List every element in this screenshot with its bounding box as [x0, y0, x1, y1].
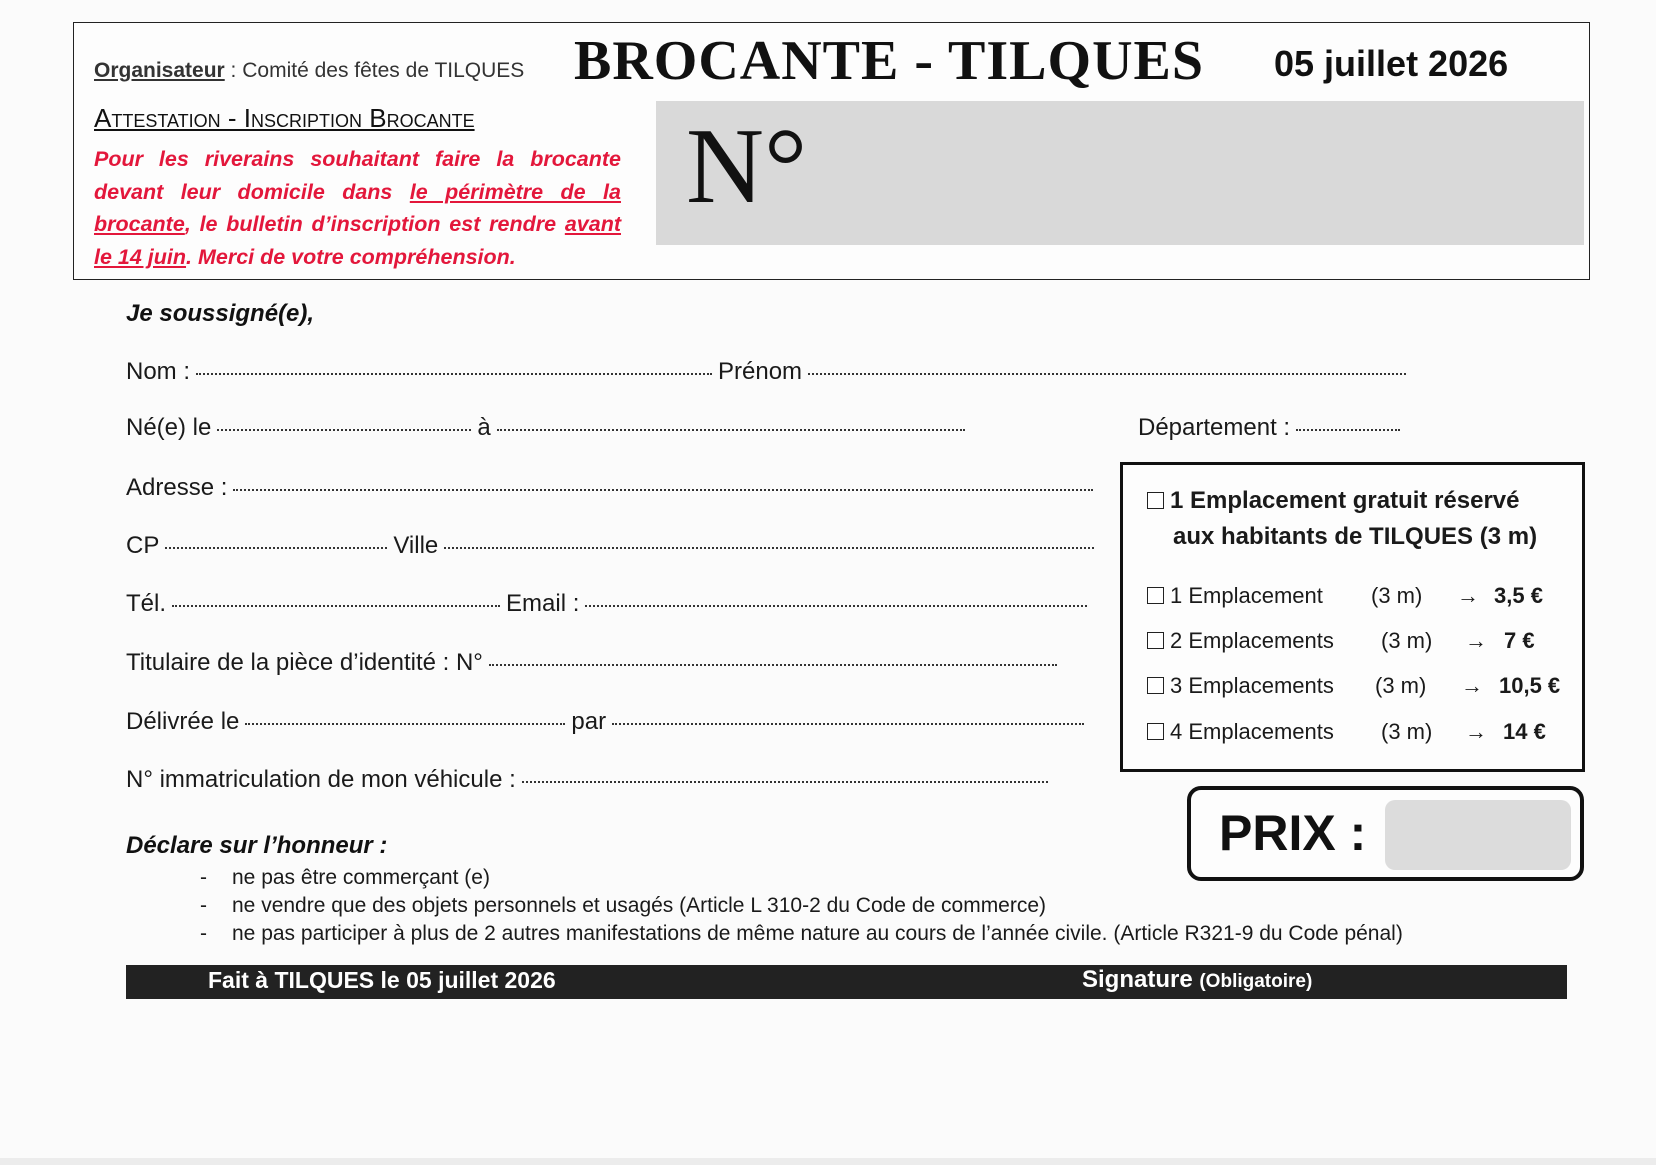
- nom-field[interactable]: [196, 372, 712, 375]
- email-label: Email :: [506, 590, 580, 617]
- organizer: [94, 59, 524, 83]
- option-1-checkbox[interactable]: [1147, 587, 1164, 604]
- city-label: Ville: [393, 532, 439, 559]
- address-row: [126, 474, 1099, 502]
- registration-number-field[interactable]: [656, 101, 1584, 245]
- option-price: 14 €: [1503, 719, 1546, 744]
- address-field[interactable]: [233, 488, 1093, 491]
- nom-label: Nom :: [126, 358, 191, 385]
- declaration-item: - ne pas participer à plus de 2 autres manifestations de même nature au cours de l’année civile. (Article R321-9 du Code pénal): [200, 920, 1403, 948]
- option-size: (3 m): [1375, 673, 1427, 698]
- signature-required: (Obligatoire): [1199, 971, 1313, 992]
- option-price: 7 €: [1504, 628, 1535, 653]
- organizer-separator: :: [224, 59, 243, 82]
- option-qty: 2 Emplacements: [1170, 628, 1334, 653]
- price-total-field[interactable]: [1385, 800, 1571, 870]
- vehicle-row: [126, 766, 1054, 794]
- phone-label: Tél.: [126, 590, 167, 617]
- option-size: (3 m): [1381, 628, 1433, 653]
- department-row: [1138, 414, 1406, 442]
- price-total-label: PRIX :: [1219, 805, 1367, 861]
- department-label: Département :: [1138, 414, 1291, 441]
- page-title: BROCANTE - TILQUES: [574, 30, 1205, 92]
- issued-row: [126, 708, 1090, 736]
- option-qty: 3 Emplacements: [1170, 673, 1334, 698]
- free-offer-line-1: 1 Emplacement gratuit réservé: [1170, 487, 1520, 514]
- free-offer-line-2: aux habitants de TILQUES (3 m): [1173, 523, 1538, 550]
- issued-date-label: Délivrée le: [126, 708, 240, 735]
- phone-field[interactable]: [172, 604, 500, 607]
- option-row: [1147, 628, 1535, 654]
- issued-by-field[interactable]: [612, 722, 1084, 725]
- intro-text: Je soussigné(e),: [126, 300, 315, 327]
- signature-text: Signature: [1082, 966, 1193, 993]
- declaration-item: - ne vendre que des objets personnels et usagés (Article L 310-2 du Code de commerce): [200, 892, 1403, 920]
- id-number-label: Titulaire de la pièce d’identité : N°: [126, 649, 483, 676]
- vehicle-plate-label: N° immatriculation de mon véhicule :: [126, 766, 516, 793]
- attestation-title: Attestation - Inscription Brocante: [94, 103, 475, 133]
- prenom-field[interactable]: [808, 372, 1406, 375]
- option-qty: 1 Emplacement: [1170, 583, 1323, 608]
- option-4-checkbox[interactable]: [1147, 723, 1164, 740]
- postal-code-label: CP: [126, 532, 160, 559]
- option-row: [1147, 673, 1561, 699]
- signature-label[interactable]: [1082, 966, 1312, 994]
- prenom-label: Prénom: [718, 358, 803, 385]
- option-3-checkbox[interactable]: [1147, 677, 1164, 694]
- organizer-label: Organisateur: [94, 59, 225, 82]
- arrow-icon: →: [1457, 583, 1479, 608]
- id-row: [126, 649, 1063, 677]
- declaration-item: - ne pas être commerçant (e): [200, 864, 1403, 892]
- notice-part-1: Pour les riverains souhaitant faire la brocante devant leur domicile dans: [94, 147, 621, 204]
- made-at-text: Fait à TILQUES le 05 juillet 2026: [208, 967, 556, 993]
- postal-code-field[interactable]: [165, 546, 387, 549]
- option-row: [1147, 583, 1543, 609]
- arrow-icon: →: [1461, 673, 1483, 698]
- option-size: (3 m): [1381, 719, 1433, 744]
- birth-place-label: à: [477, 414, 491, 441]
- notice-part-2: , le bulletin d’inscription est rendre: [184, 212, 565, 236]
- notice-part-3: . Merci de votre compréhension.: [186, 244, 516, 269]
- option-2-checkbox[interactable]: [1147, 632, 1164, 649]
- event-date: 05 juillet 2026: [1274, 43, 1509, 84]
- option-row: [1147, 719, 1546, 745]
- arrow-icon: →: [1465, 628, 1487, 653]
- issued-date-field[interactable]: [245, 722, 565, 725]
- arrow-icon: →: [1465, 719, 1487, 744]
- free-spot-checkbox[interactable]: [1147, 492, 1164, 509]
- free-offer: [1147, 483, 1537, 555]
- department-field[interactable]: [1296, 428, 1400, 431]
- birth-date-field[interactable]: [217, 428, 471, 431]
- address-label: Adresse :: [126, 474, 228, 501]
- notice-perimeter: le périmètre de la brocante: [94, 179, 621, 236]
- option-qty: 4 Emplacements: [1170, 719, 1334, 744]
- contact-row: [126, 590, 1093, 618]
- id-number-field[interactable]: [489, 663, 1057, 666]
- city-field[interactable]: [444, 546, 1094, 549]
- page-edge: [0, 1158, 1656, 1165]
- issued-by-label: par: [571, 708, 607, 735]
- notice-deadline: avant le 14 juin: [94, 212, 621, 269]
- city-row: [126, 532, 1100, 560]
- vehicle-plate-field[interactable]: [522, 780, 1048, 783]
- declaration-title: Déclare sur l’honneur :: [126, 832, 388, 859]
- declaration-list: [200, 864, 1403, 948]
- name-row: [126, 358, 1412, 386]
- registration-number-label: N°: [686, 107, 808, 226]
- organizer-value: Comité des fêtes de TILQUES: [242, 59, 525, 82]
- pricing-box: [1120, 462, 1585, 772]
- header-box: [73, 22, 1590, 280]
- birth-date-label: Né(e) le: [126, 414, 212, 441]
- option-price: 10,5 €: [1499, 673, 1561, 698]
- birth-place-field[interactable]: [497, 428, 965, 431]
- footer-bar: [126, 965, 1567, 999]
- option-size: (3 m): [1371, 583, 1423, 608]
- option-price: 3,5 €: [1494, 583, 1543, 608]
- birth-row: [126, 414, 971, 442]
- resident-notice: [94, 143, 621, 273]
- email-field[interactable]: [585, 604, 1087, 607]
